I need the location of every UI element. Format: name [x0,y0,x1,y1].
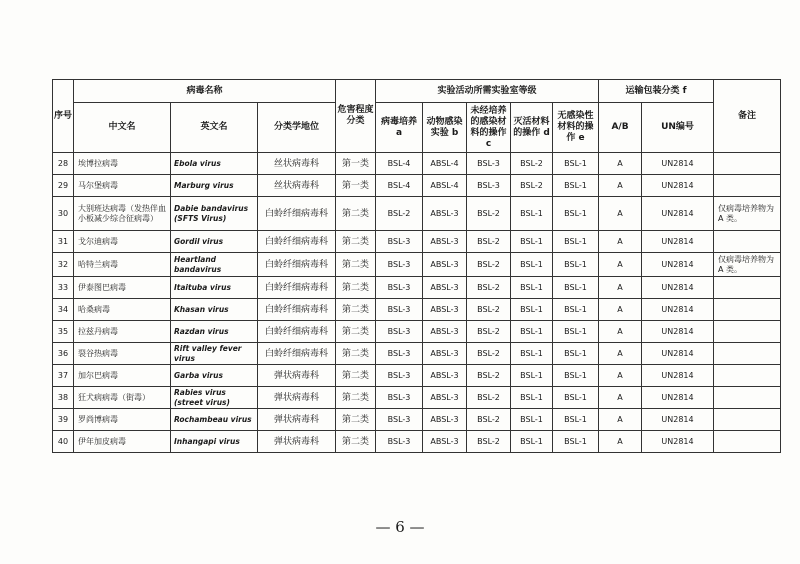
culture-level-cell: BSL-3 [376,299,423,321]
table-row [53,387,781,409]
ab-cell: A [599,277,642,299]
inactivated-level-cell: BSL-2 [511,153,553,175]
virus-table [52,79,781,453]
un-number-cell: UN2814 [642,153,714,175]
animal-level-cell: ABSL-4 [423,153,467,175]
un-number-cell: UN2814 [642,431,714,453]
table-row [53,409,781,431]
ab-cell: A [599,231,642,253]
noninfectious-level-cell: BSL-1 [553,431,599,453]
inactivated-level-cell: BSL-1 [511,365,553,387]
taxonomy-cell: 白蛉纤细病毒科 [258,299,336,321]
table-row [53,299,781,321]
taxonomy-cell: 白蛉纤细病毒科 [258,343,336,365]
noninfectious-level-cell: BSL-1 [553,365,599,387]
ab-cell: A [599,299,642,321]
hazard-cell: 第二类 [336,431,376,453]
culture-level-cell: BSL-2 [376,197,423,231]
chinese-name-cell: 戈尔迪病毒 [74,231,171,253]
ab-cell: A [599,387,642,409]
header-english-name: 英文名 [171,103,258,153]
table-row [53,343,781,365]
uncultured-level-cell: BSL-2 [467,343,511,365]
animal-level-cell: ABSL-3 [423,365,467,387]
chinese-name-cell: 哈桑病毒 [74,299,171,321]
uncultured-level-cell: BSL-2 [467,299,511,321]
un-number-cell: UN2814 [642,175,714,197]
noninfectious-level-cell: BSL-1 [553,231,599,253]
ab-cell: A [599,321,642,343]
culture-level-cell: BSL-3 [376,343,423,365]
taxonomy-cell: 白蛉纤细病毒科 [258,197,336,231]
seq-cell: 38 [53,387,74,409]
english-name-cell: Dabie bandavirus (SFTS Virus) [171,197,258,231]
culture-level-cell: BSL-4 [376,153,423,175]
noninfectious-level-cell: BSL-1 [553,197,599,231]
header-inactivated: 灭活材料的操作 d [511,103,553,153]
english-name-cell: Garba virus [171,365,258,387]
seq-cell: 35 [53,321,74,343]
noninfectious-level-cell: BSL-1 [553,153,599,175]
hazard-cell: 第二类 [336,197,376,231]
table-row [53,277,781,299]
seq-cell: 32 [53,253,74,277]
chinese-name-cell: 伊泰图巴病毒 [74,277,171,299]
animal-level-cell: ABSL-3 [423,321,467,343]
table-row [53,153,781,175]
inactivated-level-cell: BSL-1 [511,253,553,277]
english-name-cell: Gordil virus [171,231,258,253]
noninfectious-level-cell: BSL-1 [553,253,599,277]
hazard-cell: 第二类 [336,299,376,321]
inactivated-level-cell: BSL-2 [511,175,553,197]
taxonomy-cell: 白蛉纤细病毒科 [258,277,336,299]
table-row [53,321,781,343]
remarks-cell [714,321,781,343]
taxonomy-cell: 弹状病毒科 [258,431,336,453]
hazard-cell: 第二类 [336,231,376,253]
hazard-cell: 第二类 [336,409,376,431]
culture-level-cell: BSL-3 [376,277,423,299]
chinese-name-cell: 裂谷热病毒 [74,343,171,365]
animal-level-cell: ABSL-3 [423,253,467,277]
un-number-cell: UN2814 [642,231,714,253]
english-name-cell: Inhangapi virus [171,431,258,453]
chinese-name-cell: 马尔堡病毒 [74,175,171,197]
seq-cell: 30 [53,197,74,231]
remarks-cell [714,431,781,453]
culture-level-cell: BSL-3 [376,409,423,431]
chinese-name-cell: 哈特兰病毒 [74,253,171,277]
remarks-cell: 仅病毒培养物为 A 类。 [714,197,781,231]
remarks-cell: 仅病毒培养物为 A 类。 [714,253,781,277]
uncultured-level-cell: BSL-2 [467,231,511,253]
inactivated-level-cell: BSL-1 [511,431,553,453]
seq-cell: 37 [53,365,74,387]
english-name-cell: Marburg virus [171,175,258,197]
ab-cell: A [599,253,642,277]
inactivated-level-cell: BSL-1 [511,409,553,431]
hazard-cell: 第一类 [336,153,376,175]
header-remarks: 备注 [714,80,781,153]
taxonomy-cell: 白蛉纤细病毒科 [258,253,336,277]
header-virus-name: 病毒名称 [74,80,336,103]
animal-level-cell: ABSL-3 [423,431,467,453]
remarks-cell [714,387,781,409]
hazard-cell: 第二类 [336,365,376,387]
english-name-cell: Heartland bandavirus [171,253,258,277]
uncultured-level-cell: BSL-3 [467,153,511,175]
table-row [53,365,781,387]
chinese-name-cell: 加尔巴病毒 [74,365,171,387]
english-name-cell: Razdan virus [171,321,258,343]
english-name-cell: Rabies virus (street virus) [171,387,258,409]
uncultured-level-cell: BSL-2 [467,197,511,231]
chinese-name-cell: 伊年加皮病毒 [74,431,171,453]
remarks-cell [714,409,781,431]
ab-cell: A [599,153,642,175]
uncultured-level-cell: BSL-3 [467,175,511,197]
ab-cell: A [599,365,642,387]
inactivated-level-cell: BSL-1 [511,299,553,321]
uncultured-level-cell: BSL-2 [467,321,511,343]
chinese-name-cell: 大别班达病毒（发热伴血小板减少综合征病毒） [74,197,171,231]
noninfectious-level-cell: BSL-1 [553,277,599,299]
remarks-cell [714,343,781,365]
seq-cell: 29 [53,175,74,197]
uncultured-level-cell: BSL-2 [467,365,511,387]
un-number-cell: UN2814 [642,409,714,431]
seq-cell: 39 [53,409,74,431]
page-number: — 6 — [375,518,425,536]
seq-cell: 28 [53,153,74,175]
remarks-cell [714,231,781,253]
table-row [53,175,781,197]
animal-level-cell: ABSL-3 [423,409,467,431]
header-taxonomy: 分类学地位 [258,103,336,153]
seq-cell: 36 [53,343,74,365]
hazard-cell: 第二类 [336,277,376,299]
table-row [53,197,781,231]
un-number-cell: UN2814 [642,387,714,409]
un-number-cell: UN2814 [642,277,714,299]
culture-level-cell: BSL-4 [376,175,423,197]
header-un: UN编号 [642,103,714,153]
seq-cell: 33 [53,277,74,299]
seq-cell: 31 [53,231,74,253]
animal-level-cell: ABSL-3 [423,343,467,365]
noninfectious-level-cell: BSL-1 [553,343,599,365]
taxonomy-cell: 弹状病毒科 [258,409,336,431]
noninfectious-level-cell: BSL-1 [553,409,599,431]
remarks-cell [714,365,781,387]
taxonomy-cell: 丝状病毒科 [258,153,336,175]
culture-level-cell: BSL-3 [376,365,423,387]
taxonomy-cell: 白蛉纤细病毒科 [258,231,336,253]
taxonomy-cell: 弹状病毒科 [258,387,336,409]
remarks-cell [714,299,781,321]
hazard-cell: 第二类 [336,253,376,277]
un-number-cell: UN2814 [642,253,714,277]
culture-level-cell: BSL-3 [376,253,423,277]
uncultured-level-cell: BSL-2 [467,431,511,453]
animal-level-cell: ABSL-3 [423,197,467,231]
hazard-cell: 第二类 [336,321,376,343]
header-uncultured: 未经培养的感染材料的操作 c [467,103,511,153]
chinese-name-cell: 拉兹丹病毒 [74,321,171,343]
header-lab-level: 实验活动所需实验室等级 [376,80,599,103]
culture-level-cell: BSL-3 [376,321,423,343]
un-number-cell: UN2814 [642,321,714,343]
inactivated-level-cell: BSL-1 [511,343,553,365]
ab-cell: A [599,431,642,453]
ab-cell: A [599,175,642,197]
uncultured-level-cell: BSL-2 [467,277,511,299]
header-transport: 运输包装分类 f [599,80,714,103]
english-name-cell: Khasan virus [171,299,258,321]
un-number-cell: UN2814 [642,343,714,365]
header-seq: 序号 [53,80,74,153]
table-row [53,431,781,453]
uncultured-level-cell: BSL-2 [467,387,511,409]
inactivated-level-cell: BSL-1 [511,387,553,409]
chinese-name-cell: 狂犬病病毒（街毒） [74,387,171,409]
remarks-cell [714,277,781,299]
noninfectious-level-cell: BSL-1 [553,387,599,409]
english-name-cell: Ebola virus [171,153,258,175]
header-chinese-name: 中文名 [74,103,171,153]
culture-level-cell: BSL-3 [376,431,423,453]
animal-level-cell: ABSL-3 [423,231,467,253]
ab-cell: A [599,409,642,431]
inactivated-level-cell: BSL-1 [511,231,553,253]
animal-level-cell: ABSL-3 [423,277,467,299]
remarks-cell [714,153,781,175]
inactivated-level-cell: BSL-1 [511,321,553,343]
header-ab: A/B [599,103,642,153]
animal-level-cell: ABSL-3 [423,299,467,321]
culture-level-cell: BSL-3 [376,387,423,409]
taxonomy-cell: 丝状病毒科 [258,175,336,197]
noninfectious-level-cell: BSL-1 [553,321,599,343]
noninfectious-level-cell: BSL-1 [553,299,599,321]
header-hazard: 危害程度分类 [336,80,376,153]
animal-level-cell: ABSL-3 [423,387,467,409]
animal-level-cell: ABSL-4 [423,175,467,197]
un-number-cell: UN2814 [642,197,714,231]
header-culture: 病毒培养 a [376,103,423,153]
inactivated-level-cell: BSL-1 [511,277,553,299]
un-number-cell: UN2814 [642,299,714,321]
noninfectious-level-cell: BSL-1 [553,175,599,197]
header-animal: 动物感染实验 b [423,103,467,153]
uncultured-level-cell: BSL-2 [467,253,511,277]
uncultured-level-cell: BSL-2 [467,409,511,431]
hazard-cell: 第二类 [336,387,376,409]
english-name-cell: Rift valley fever virus [171,343,258,365]
chinese-name-cell: 罗尚博病毒 [74,409,171,431]
taxonomy-cell: 白蛉纤细病毒科 [258,321,336,343]
english-name-cell: Itaituba virus [171,277,258,299]
header-noninfectious: 无感染性材料的操作 e [553,103,599,153]
inactivated-level-cell: BSL-1 [511,197,553,231]
ab-cell: A [599,197,642,231]
table-row [53,253,781,277]
un-number-cell: UN2814 [642,365,714,387]
hazard-cell: 第一类 [336,175,376,197]
english-name-cell: Rochambeau virus [171,409,258,431]
taxonomy-cell: 弹状病毒科 [258,365,336,387]
remarks-cell [714,175,781,197]
seq-cell: 34 [53,299,74,321]
ab-cell: A [599,343,642,365]
seq-cell: 40 [53,431,74,453]
hazard-cell: 第二类 [336,343,376,365]
chinese-name-cell: 埃博拉病毒 [74,153,171,175]
culture-level-cell: BSL-3 [376,231,423,253]
table-row [53,231,781,253]
